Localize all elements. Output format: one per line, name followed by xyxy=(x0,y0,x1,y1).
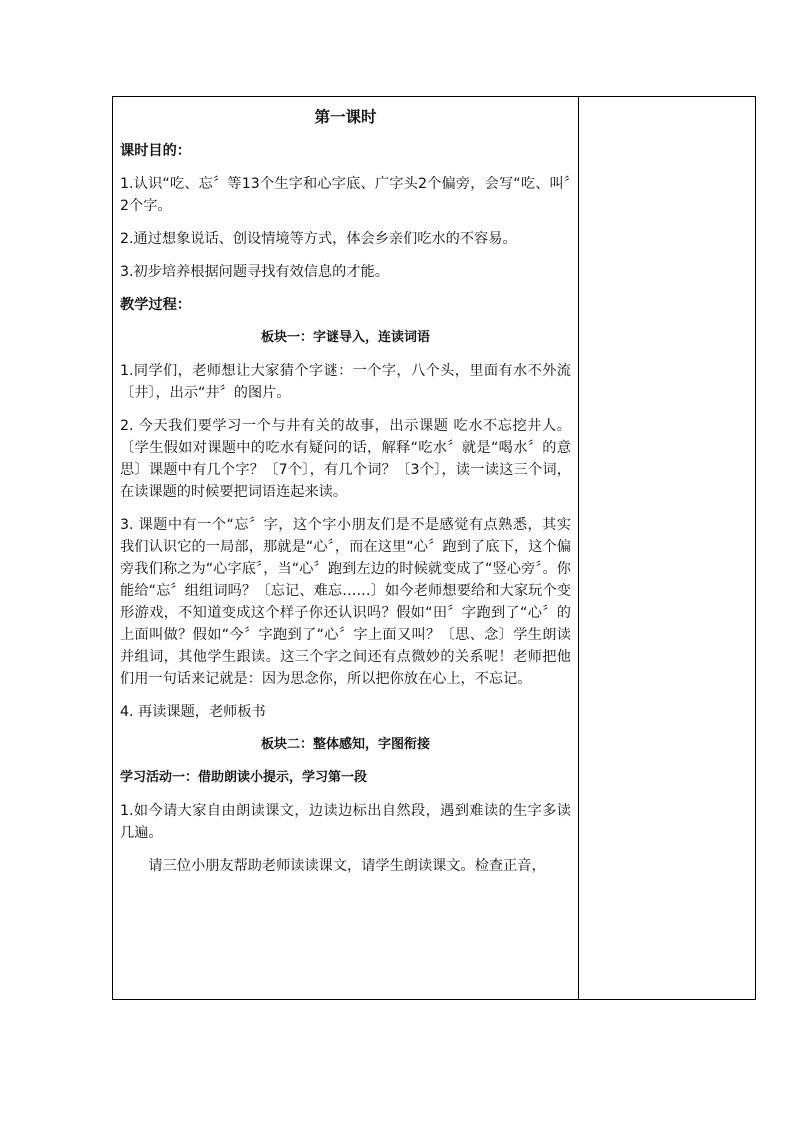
lesson-content xyxy=(113,97,578,877)
notes-cell xyxy=(579,97,755,999)
objective-item: 3.初步培养根据问题寻找有效信息的才能。 xyxy=(120,264,389,280)
lesson-plan-table xyxy=(112,96,756,1000)
activity-paragraph: 1.如今请大家自由朗读课文，边读边标出自然段，遇到难读的生字多读几遍。 xyxy=(120,803,571,841)
section-paragraph: 3. 课题中有一个“忘〞字，这个字小朋友们是不是感觉有点熟悉，其实我们认识它的一局部，那就是“心〞，而在这里“心〞跑到了底下，这个偏旁我们称之为“心字底〞，当“心〞跑到左边的时候就变成了“竖心旁〞。你能给“忘〞组组词吗？〔忘记、难忘……〕如今老师想要给和大家玩个变形游戏，不知道变成这个样子你还认识吗？假如“田〞字跑到了“心〞的上面叫做？假如“今〞字跑到了“心〞字上面又叫？〔思、念〕学生朗读并组词，其他学生跟读。这三个字之间还有点微妙的关系呢！老师把他们用一句话来记就是：因为思念你，所以把你放在心上，不忘记。 xyxy=(120,517,571,687)
activity-paragraph: 请三位小朋友帮助老师读读课文，请学生朗读课文。检查正音， xyxy=(148,858,546,874)
activity-title: 学习活动一：借助朗读小提示，学习第一段 xyxy=(120,770,368,785)
section-paragraph: 4. 再读课题，老师板书 xyxy=(120,704,266,720)
objectives-heading: 课时目的： xyxy=(120,143,191,159)
section-title: 板块一：字谜导入，连读词语 xyxy=(260,330,430,345)
objective-item: 1.认识“吃、忘〞等13个生字和心字底、广字头2个偏旁，会写“吃、叫〞2个字。 xyxy=(120,176,571,214)
lesson-content-cell xyxy=(113,97,578,999)
lesson-title: 第一课时 xyxy=(314,108,377,126)
process-heading: 教学过程： xyxy=(120,297,191,313)
section-paragraph: 1.同学们，老师想让大家猜个字谜：一个字，八个头，里面有水不外流〔井〕，出示“井〞的图片。 xyxy=(120,363,571,401)
objective-item: 2.通过想象说话、创设情境等方式，体会乡亲们吃水的不容易。 xyxy=(120,231,517,247)
section-title: 板块二：整体感知，字图衔接 xyxy=(260,737,430,752)
section-paragraph: 2. 今天我们要学习一个与井有关的故事，出示课题 吃水不忘挖井人。〔学生假如对课题中的吃水有疑问的话，解释“吃水〞就是“喝水〞的意思〕课题中有几个字？〔7个〕，有几个词？〔3个〕，读一读这三个词，在读课题的时候要把词语连起来读。 xyxy=(120,418,571,500)
